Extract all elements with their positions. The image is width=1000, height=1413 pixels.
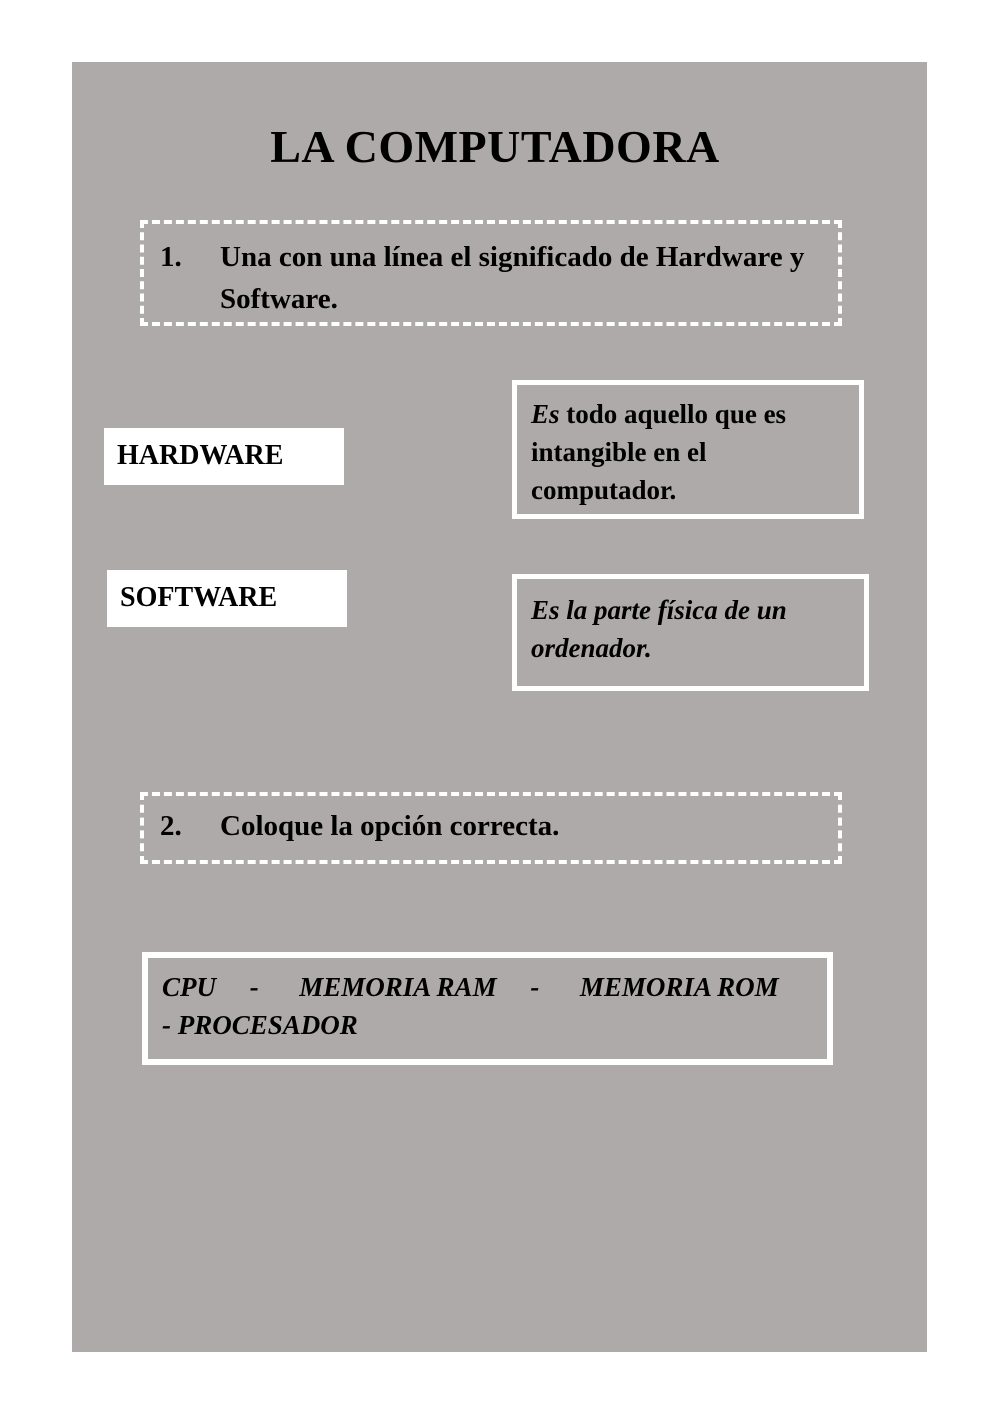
term-hardware[interactable]: HARDWARE xyxy=(104,428,344,485)
page-title: LA COMPUTADORA xyxy=(270,121,720,172)
definition-intangible[interactable] xyxy=(512,380,864,519)
question-2-box xyxy=(140,792,842,864)
options-line-1: CPU - MEMORIA RAM - MEMORIA ROM xyxy=(162,972,779,1002)
question-2-number: 2. xyxy=(160,810,182,842)
options-box xyxy=(142,952,833,1065)
question-2-text: Coloque la opción correcta. xyxy=(220,810,560,842)
definition-physical-text: Es la parte física de un ordenador. xyxy=(531,595,787,663)
definition-intangible-text: todo aquello que es intangible en el computador. xyxy=(531,399,787,505)
definition-intangible-prefix: Es xyxy=(531,399,560,429)
term-software[interactable]: SOFTWARE xyxy=(107,570,347,627)
definition-physical[interactable] xyxy=(512,574,869,691)
question-1-box xyxy=(140,220,842,326)
options-line-2: - PROCESADOR xyxy=(162,1010,358,1040)
question-1-text: Una con una línea el significado de Hardware y Software. xyxy=(220,241,805,315)
question-1-number: 1. xyxy=(160,241,182,273)
